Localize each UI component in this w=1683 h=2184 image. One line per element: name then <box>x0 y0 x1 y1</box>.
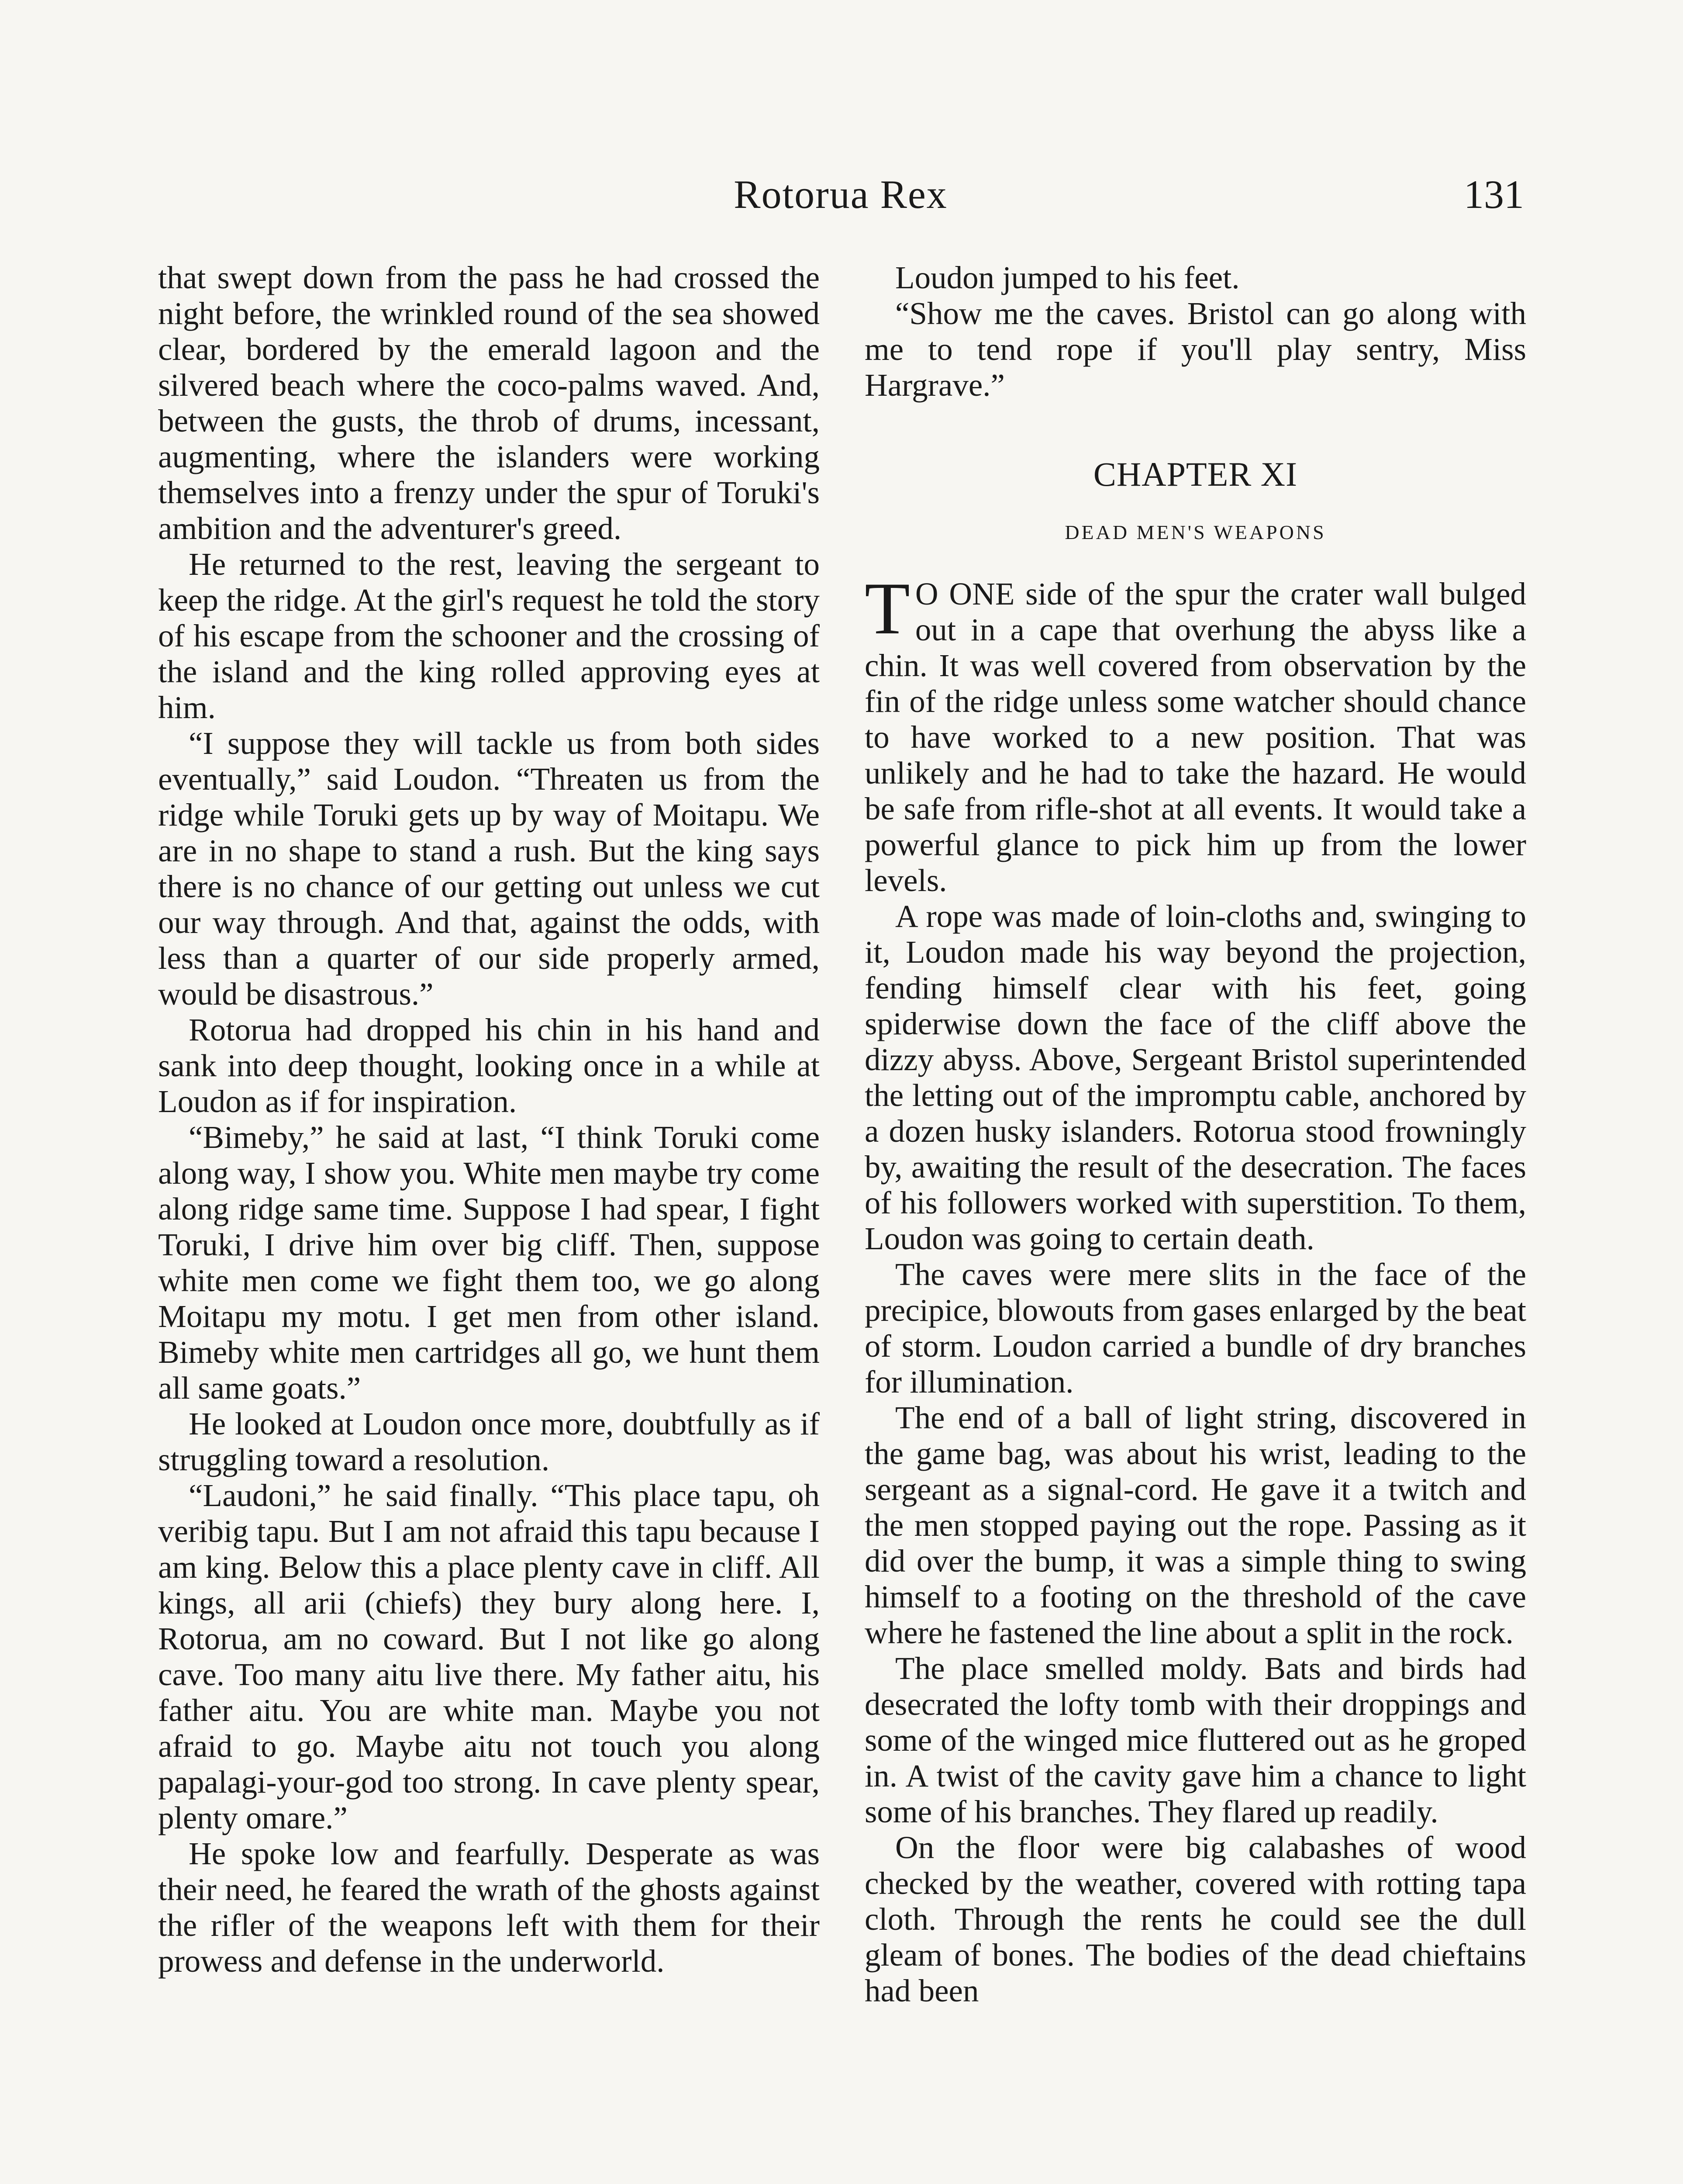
left-column <box>158 260 820 1979</box>
paragraph: The place smelled moldy. Bats and birds had desecrated the lofty tomb with their droppings and some of the winged mice fluttered out as he groped in. A twist of the cavity gave him a chance to light some of his branches. They flared up readily. <box>865 1651 1526 1829</box>
chapter-opening <box>865 567 1526 898</box>
paragraph: The caves were mere slits in the face of the precipice, blowouts from gases enlarged by the beat of storm. Loudon carried a bundle of dry branches for illumination. <box>865 1257 1526 1400</box>
right-column <box>865 260 1526 2009</box>
paragraph: “Show me the caves. Bristol can go along with me to tend rope if you'll play sentry, Miss Hargrave.” <box>865 296 1526 403</box>
opening-paragraph <box>865 567 1526 898</box>
chapter-subtitle: DEAD MEN'S WEAPONS <box>1065 521 1326 543</box>
paragraph: He returned to the rest, leaving the sergeant to keep the ridge. At the girl's request he told the story of his escape from the schooner and the crossing of the island and the king rolled approving eyes at him. <box>158 546 820 725</box>
paragraph: “Bimeby,” he said at last, “I think Toruki come along way, I show you. White men maybe try come along ridge same time. Suppose I had spear, I fight Toruki, I drive him over big cliff. Then, suppose white men come we fight them too, we go along Moitapu my motu. I get men from other island. Bimeby white men cartridges all go, we hunt them all same goats.” <box>158 1120 820 1406</box>
paragraph: that swept down from the pass he had crossed the night before, the wrinkled round of the sea showed clear, bordered by the emerald lagoon and the silvered beach where the coco-palms waved. And, between the gusts, the throb of drums, incessant, augmenting, where the islanders were working themselves into a frenzy under the spur of Toruki's ambition and the adventurer's greed. <box>158 260 820 546</box>
paragraph: “I suppose they will tackle us from both sides eventually,” said Loudon. “Threaten us from the ridge while Toruki gets up by way of Moitapu. We are in no shape to stand a rush. But the king says there is no chance of our getting out unless we cut our way through. And that, against the odds, with less than a quarter of our side properly armed, would be disastrous.” <box>158 726 820 1012</box>
paragraph: The end of a ball of light string, discovered in the game bag, was about his wrist, leading to the sergeant as a signal-cord. He gave it a twitch and the men stopped paying out the rope. Passing as it did over the bump, it was a simple thing to swing himself to a footing on the threshold of the cave where he fastened the line about a split in the rock. <box>865 1400 1526 1650</box>
paragraph: Loudon jumped to his feet. <box>895 260 1240 295</box>
drop-cap: T <box>865 567 910 650</box>
paragraph: He looked at Loudon once more, doubtfully as if struggling toward a resolution. <box>158 1406 820 1477</box>
paragraph: He spoke low and fearfully. Desperate as was their need, he feared the wrath of the ghosts against the rifler of the weapons left with them for their prowess and defense in the underworld. <box>158 1836 820 1979</box>
running-title: Rotorua Rex <box>734 172 948 217</box>
page-number: 131 <box>1464 172 1524 217</box>
chapter-title: CHAPTER XI <box>1093 455 1298 493</box>
paragraph: “Laudoni,” he said finally. “This place tapu, oh veribig tapu. But I am not afraid this tapu because I am king. Below this a place plenty cave in cliff. All kings, all arii (chiefs) they bury along here. I, Rotorua, am no coward. But I not like go along cave. Too many aitu live there. My father aitu, his father aitu. You are white man. Maybe you not afraid to go. Maybe aitu not touch you along papalagi-your-god too strong. In cave plenty spear, plenty omare.” <box>158 1478 820 1835</box>
paragraph: A rope was made of loin-cloths and, swinging to it, Loudon made his way beyond the projection, fending himself clear with his feet, going spiderwise down the face of the cliff above the dizzy abyss. Above, Sergeant Bristol superintended the letting out of the impromptu cable, anchored by a dozen husky islanders. Rotorua stood frowningly by, awaiting the result of the desecration. The faces of his followers worked with superstition. To them, Loudon was going to certain death. <box>865 898 1526 1256</box>
paragraph: On the floor were big calabashes of wood checked by the weather, covered with rotting tapa cloth. Through the rents he could see the dull gleam of bones. The bodies of the dead chieftains had been <box>865 1830 1526 2008</box>
opening-text: O ONE side of the spur the crater wall bulged out in a cape that overhung the abyss like a chin. It was well covered from observation by the fin of the ridge unless some watcher should chance to have worked to a new position. That was unlikely and he had to take the hazard. He would be safe from rifle-shot at all events. It would take a powerful glance to pick him up from the lower levels. <box>865 576 1526 898</box>
paragraph: Rotorua had dropped his chin in his hand and sank into deep thought, looking once in a while at Loudon as if for inspiration. <box>158 1012 820 1119</box>
page-header <box>157 166 1524 223</box>
